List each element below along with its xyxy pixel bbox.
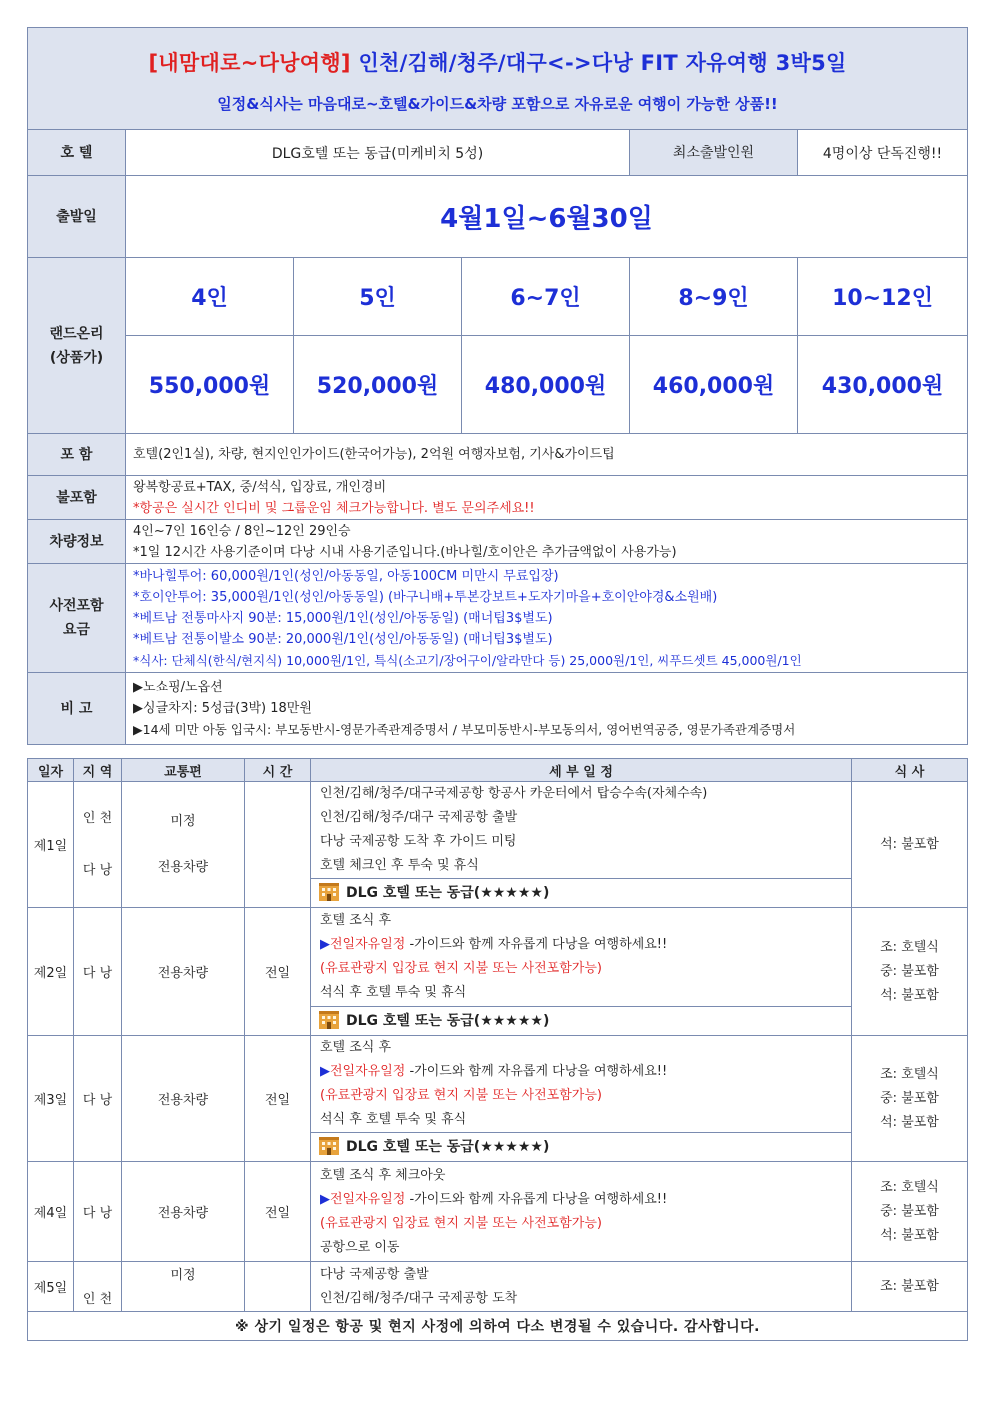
detail-line: 공항으로 이동 — [320, 1239, 400, 1255]
hotel-info — [311, 879, 852, 908]
price-group-people: 8~9인 — [630, 258, 798, 336]
detail-line: 석식 후 호텔 투숙 및 휴식 — [320, 985, 467, 1000]
detail-note: (유료관광지 입장료 현지 지불 또는 사전포함가능) — [320, 961, 602, 976]
hotel-info — [311, 1133, 852, 1162]
detail-line: 호텔 체크인 후 투숙 및 휴식 — [320, 858, 479, 873]
detail-cell — [311, 1262, 852, 1312]
hotel-building-icon — [318, 1135, 340, 1159]
detail-line — [320, 1060, 851, 1084]
detail-line — [320, 933, 851, 957]
day-cell: 제2일 — [28, 908, 74, 1036]
meal-cell — [852, 1162, 968, 1262]
price-group-people: 10~12인 — [798, 258, 968, 336]
price-label-line2: (상품가) — [49, 349, 104, 366]
price-group-value: 460,000원 — [630, 336, 798, 434]
region-cell — [74, 782, 122, 908]
region-cell: 인 천 — [74, 1262, 122, 1312]
detail-highlight: 전일자유일정 — [330, 1191, 406, 1207]
price-group-value: 550,000원 — [126, 336, 294, 434]
col-day-header: 일자 — [28, 759, 74, 782]
remarks-text — [126, 673, 968, 745]
arrow-marker: ▶ — [320, 1064, 330, 1079]
arrow-marker: ▶ — [320, 937, 330, 952]
departure-label: 출발일 — [28, 176, 126, 258]
detail-line: 호텔 조식 후 — [320, 1040, 392, 1055]
meal-item: 석: 불포함 — [880, 1114, 939, 1130]
meal-item: 중: 불포함 — [880, 1203, 939, 1219]
title-bracket: [내맘대로~다낭여행] — [148, 51, 351, 75]
col-time-header: 시 간 — [245, 759, 311, 782]
time-cell — [245, 1262, 311, 1312]
region-from: 인 천 — [82, 810, 113, 826]
detail-text: -가이드와 함께 자유롭게 다낭을 여행하세요!! — [405, 937, 668, 952]
detail-cell — [311, 1162, 852, 1262]
vehicle-note: *1일 12시간 사용기준이며 다낭 시내 사용기준입니다.(바나힐/호이안은 추가금액없이 사용가능) — [133, 544, 677, 560]
min-departure-value: 4명이상 단독진행!! — [798, 130, 968, 176]
schedule-table — [27, 758, 968, 1341]
excluded-line: 왕복항공료+TAX, 중/석식, 입장료, 개인경비 — [133, 479, 387, 495]
transport-value: 전용차량 — [157, 859, 209, 875]
meal-item: 조: 호텔식 — [880, 939, 939, 955]
hotel-text: DLG 호텔 또는 동급(★★★★★) — [346, 1139, 550, 1155]
title-rest: 인천/김해/청주/대구<->다낭 FIT 자유여행 3박5일 — [350, 51, 847, 75]
transport-cell: 전용차량 — [122, 908, 245, 1036]
detail-line: 다낭 국제공항 출발 — [320, 1266, 429, 1282]
vehicle-line: 4인~7인 16인승 / 8인~12인 29인승 — [133, 523, 351, 539]
price-group-value: 430,000원 — [798, 336, 968, 434]
prepaid-label-line1: 사전포함 — [49, 598, 104, 614]
page-subtitle: 일정&식사는 마음대로~호텔&가이드&차량 포함으로 자유로운 여행이 가능한 상품!! — [217, 95, 778, 113]
min-departure-label: 최소출발인원 — [630, 130, 798, 176]
included-label: 포 함 — [28, 434, 126, 476]
detail-line: 인천/김해/청주/대구 국제공항 도착 — [320, 1290, 518, 1306]
price-label-line1: 랜드온리 — [49, 325, 104, 342]
schedule-footer-note: ※ 상기 일정은 항공 및 현지 사정에 의하여 다소 변경될 수 있습니다. 감사합니다. — [28, 1312, 968, 1341]
remark-item: ▶14세 미만 아동 입국시: 부모동반시-영문가족관계증명서 / 부모미동반시-부모동의서, 영어번역공증, 영문가족관계증명서 — [133, 722, 796, 737]
time-cell: 전일 — [245, 1036, 311, 1162]
day-cell: 제3일 — [28, 1036, 74, 1162]
remark-item: ▶노쇼핑/노옵션 — [133, 680, 223, 695]
price-group-people: 4인 — [126, 258, 294, 336]
prepaid-label-line2: 요금 — [62, 622, 91, 638]
prepaid-label — [28, 564, 126, 673]
detail-cell — [311, 908, 852, 1007]
hotel-text: DLG 호텔 또는 동급(★★★★★) — [346, 1013, 550, 1029]
transport-cell — [122, 782, 245, 908]
detail-line: 호텔 조식 후 체크아웃 — [320, 1167, 446, 1183]
excluded-note: *항공은 실시간 인디비 및 그룹운임 체크가능합니다. 별도 문의주세요!! — [133, 500, 535, 516]
transport-value: 미정 — [170, 813, 196, 829]
hotel-text: DLG 호텔 또는 동급(★★★★★) — [346, 885, 550, 901]
departure-date: 4월1일~6월30일 — [126, 176, 968, 258]
vehicle-label: 차량정보 — [28, 520, 126, 564]
day-cell: 제1일 — [28, 782, 74, 908]
day-cell: 제5일 — [28, 1262, 74, 1312]
meal-item: 중: 불포함 — [880, 1090, 939, 1106]
detail-note: (유료관광지 입장료 현지 지불 또는 사전포함가능) — [320, 1088, 602, 1103]
excluded-text — [126, 476, 968, 520]
detail-cell — [311, 1036, 852, 1133]
meal-item: 조: 호텔식 — [880, 1066, 939, 1082]
region-cell: 다 낭 — [74, 1036, 122, 1162]
schedule-day-row — [28, 908, 968, 1007]
meal-item: 석: 불포함 — [880, 987, 939, 1003]
col-transport-header: 교통편 — [122, 759, 245, 782]
meal-cell: 석: 불포함 — [852, 782, 968, 908]
hotel-building-icon — [318, 1009, 340, 1033]
detail-note: (유료관광지 입장료 현지 지불 또는 사전포함가능) — [320, 1215, 602, 1231]
hotel-value: DLG호텔 또는 동급(미케비치 5성) — [126, 130, 630, 176]
transport-cell: 전용차량 — [122, 1036, 245, 1162]
meal-cell: 조: 불포함 — [852, 1262, 968, 1312]
included-text: 호텔(2인1실), 차량, 현지인인가이드(한국어가능), 2억원 여행자보험, 기사&가이드팁 — [126, 434, 968, 476]
hotel-info — [311, 1007, 852, 1036]
prepaid-item: *베트남 전통이발소 90분: 20,000원/1인(성인/아동동일) (매너팁3$별도) — [133, 631, 553, 647]
prepaid-item: *베트남 전통마사지 90분: 15,000원/1인(성인/아동동일) (매너팁3$별도) — [133, 610, 553, 626]
detail-highlight: 전일자유일정 — [330, 937, 406, 952]
hotel-building-icon — [318, 881, 340, 905]
meal-item: 중: 불포함 — [880, 963, 939, 979]
schedule-day-row — [28, 1162, 968, 1262]
price-group-value: 480,000원 — [462, 336, 630, 434]
detail-line — [320, 1188, 851, 1212]
time-cell: 전일 — [245, 1162, 311, 1262]
detail-text: -가이드와 함께 자유롭게 다낭을 여행하세요!! — [405, 1064, 668, 1079]
detail-text: -가이드와 함께 자유롭게 다낭을 여행하세요!! — [405, 1191, 668, 1207]
page-title — [28, 43, 967, 77]
day-cell: 제4일 — [28, 1162, 74, 1262]
detail-line: 인천/김해/청주/대구 국제공항 출발 — [320, 810, 518, 825]
transport-cell: 미정 — [122, 1262, 245, 1312]
time-cell: 전일 — [245, 908, 311, 1036]
remarks-label: 비 고 — [28, 673, 126, 745]
prepaid-item: *식사: 단체식(한식/현지식) 10,000원/1인, 특식(소고기/장어구이/알라만다 등) 25,000원/1인, 씨푸드셋트 45,000원/1인 — [133, 652, 802, 668]
excluded-label: 불포함 — [28, 476, 126, 520]
vehicle-text — [126, 520, 968, 564]
col-region-header: 지 역 — [74, 759, 122, 782]
detail-cell — [311, 782, 852, 879]
region-cell: 다 낭 — [74, 908, 122, 1036]
transport-cell: 전용차량 — [122, 1162, 245, 1262]
price-group-people: 5인 — [294, 258, 462, 336]
col-meal-header: 식 사 — [852, 759, 968, 782]
title-block — [28, 28, 968, 130]
hotel-label: 호 텔 — [28, 130, 126, 176]
detail-line: 호텔 조식 후 — [320, 913, 392, 928]
detail-line: 인천/김해/청주/대구국제공항 항공사 카운터에서 탑승수속(자체수속) — [320, 786, 708, 801]
schedule-day-row — [28, 1036, 968, 1133]
prepaid-item: *바나힐투어: 60,000원/1인(성인/아동동일, 아동100CM 미만시 무료입장) — [133, 568, 559, 584]
remark-item: ▶싱글차지: 5성급(3박) 18만원 — [133, 701, 312, 716]
detail-highlight: 전일자유일정 — [330, 1064, 406, 1079]
region-to: 다 낭 — [82, 862, 113, 878]
schedule-day-row — [28, 782, 968, 879]
product-info-table — [27, 27, 968, 745]
arrow-marker: ▶ — [320, 1191, 330, 1207]
time-cell — [245, 782, 311, 908]
schedule-day-row — [28, 1262, 968, 1312]
schedule-header-row — [28, 759, 968, 782]
region-cell: 다 낭 — [74, 1162, 122, 1262]
detail-line: 다낭 국제공항 도착 후 가이드 미팅 — [320, 834, 517, 849]
meal-cell — [852, 1036, 968, 1162]
detail-line: 석식 후 호텔 투숙 및 휴식 — [320, 1112, 467, 1127]
meal-cell — [852, 908, 968, 1036]
col-detail-header: 세 부 일 정 — [311, 759, 852, 782]
footer-row — [28, 1312, 968, 1341]
prepaid-item: *호이안투어: 35,000원/1인(성인/아동동일) (바구니배+투본강보트+도자기마을+호이안야경&소원배) — [133, 589, 718, 605]
price-group-value: 520,000원 — [294, 336, 462, 434]
meal-item: 석: 불포함 — [880, 1227, 939, 1243]
price-label — [28, 258, 126, 434]
price-group-people: 6~7인 — [462, 258, 630, 336]
meal-item: 조: 호텔식 — [880, 1179, 939, 1195]
prepaid-text — [126, 564, 968, 673]
